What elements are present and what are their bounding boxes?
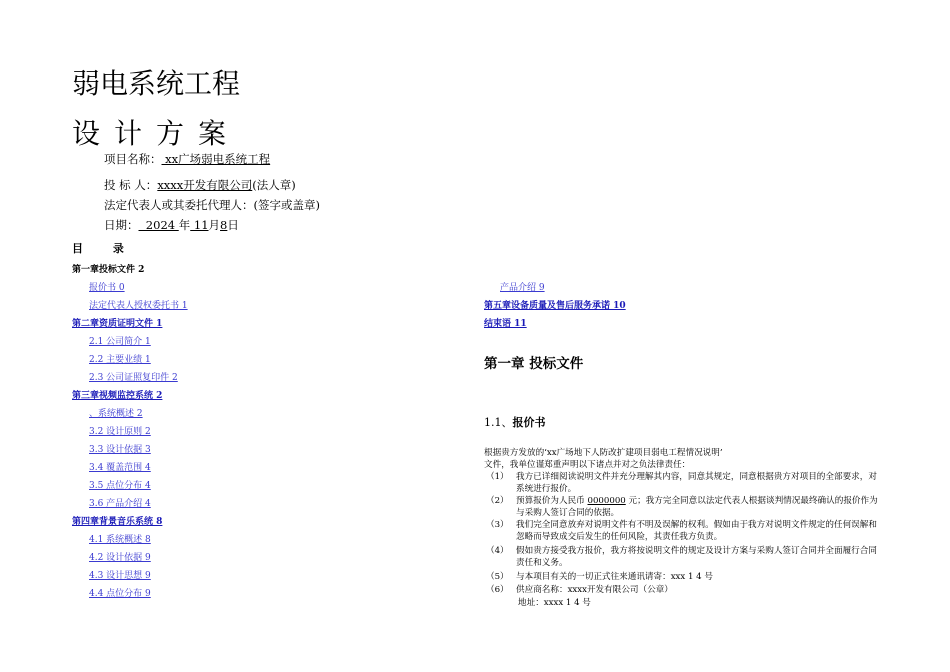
intro-line-2: 文件，我单位谨郑重声明以下诸点并对之负法律责任： bbox=[484, 460, 691, 470]
date-year-unit: 年 bbox=[178, 218, 191, 232]
bidder-suffix: (法人章) bbox=[252, 178, 296, 192]
toc-item-authorization[interactable]: 法定代表人授权委托书 1 bbox=[89, 301, 188, 311]
toc-item-3-5[interactable]: 3.5 点位分布 4 bbox=[89, 481, 151, 491]
intro-line-1: 根据贵方发放的‘xx广场地下人防改扩建项目弱电工程情况说明’ bbox=[484, 448, 723, 458]
date-day-unit: 日 bbox=[227, 218, 239, 232]
toc-item-3-1[interactable]: 、系统概述 2 bbox=[89, 409, 143, 419]
toc-item-4-4[interactable]: 4.4 点位分布 9 bbox=[89, 589, 151, 599]
item-text: 我方已详细阅读说明文件并充分理解其内容，同意其规定，同意根据贵方对项目的全部要求，对系统进行报价。 bbox=[516, 472, 877, 494]
toc-item-3-3[interactable]: 3.3 设计依据 3 bbox=[89, 445, 151, 455]
toc-item-3-4[interactable]: 3.4 覆盖范围 4 bbox=[89, 463, 151, 473]
budget-suffix: 元；我方完全同意以法定代表人根据谈判情况最终确认的报价作为与采购人签订合同的依据。 bbox=[516, 496, 878, 518]
list-item bbox=[486, 471, 882, 495]
project-name-label: 项目名称： bbox=[104, 152, 162, 166]
item-text: 我们完全同意放弃对说明文件有不明及误解的权利。假如由于我方对说明文件规定的任何误解和忽略而导致成交后发生的任何风险，其责任我方负责。 bbox=[516, 520, 877, 542]
item-number: （6） bbox=[486, 585, 509, 595]
item-number: （1） bbox=[486, 472, 509, 482]
toc-item-quotation[interactable]: 报价书 0 bbox=[89, 283, 125, 293]
project-name-field bbox=[104, 151, 270, 167]
section-number: 1.1、 bbox=[484, 416, 513, 429]
toc-item-chapter3[interactable]: 第三章视频监控系统 2 bbox=[72, 391, 163, 401]
list-item bbox=[486, 571, 882, 583]
toc-item-2-2[interactable]: 2.2 主要业绩 1 bbox=[89, 355, 151, 365]
address-line: 地址：xxxx 1 4 号 bbox=[518, 598, 591, 608]
toc-item-4-1[interactable]: 4.1 系统概述 8 bbox=[89, 535, 151, 545]
toc-item-chapter2[interactable]: 第二章资质证明文件 1 bbox=[72, 319, 163, 329]
toc-item-4-3[interactable]: 4.3 设计思想 9 bbox=[89, 571, 151, 581]
list-item bbox=[486, 584, 882, 596]
item-text: 供应商名称：xxxx开发有限公司（公章） bbox=[516, 585, 673, 595]
bidder-field bbox=[104, 177, 296, 193]
project-name-value: xx广场弱电系统工程 bbox=[161, 152, 271, 166]
toc-item-chapter5[interactable]: 第五章设备质量及售后服务承诺 10 bbox=[484, 301, 626, 311]
toc-item-3-6[interactable]: 3.6 产品介绍 4 bbox=[89, 499, 151, 509]
item-number: （4） bbox=[486, 546, 509, 556]
date-day: 8 bbox=[220, 218, 228, 232]
document-title: 弱电系统工程 bbox=[72, 67, 241, 100]
toc-item-4-2[interactable]: 4.2 设计依据 9 bbox=[89, 553, 151, 563]
toc-item-chapter4[interactable]: 第四章背景音乐系统 8 bbox=[72, 517, 163, 527]
item-number: （5） bbox=[486, 572, 509, 582]
toc-item-conclusion[interactable]: 结束语 11 bbox=[484, 319, 527, 329]
item-text bbox=[516, 495, 880, 519]
section-heading bbox=[484, 414, 546, 430]
bidder-label: 投 标 人： bbox=[104, 178, 158, 192]
toc-item-product-intro[interactable]: 产品介绍 9 bbox=[500, 283, 545, 293]
item-text: 与本项目有关的一切正式往来通讯请寄：xxx 1 4 号 bbox=[516, 572, 713, 582]
date-field bbox=[104, 217, 239, 233]
representative-field: 法定代表人或其委托代理人：(签字或盖章) bbox=[104, 198, 320, 212]
document-subtitle: 设计方案 bbox=[72, 117, 241, 150]
toc-heading: 目 录 bbox=[72, 242, 124, 255]
bidder-value: xxxx开发有限公司 bbox=[157, 178, 253, 192]
date-month-unit: 月 bbox=[208, 218, 221, 232]
list-item bbox=[486, 545, 882, 569]
item-number: （3） bbox=[486, 520, 509, 530]
toc-item-chapter1[interactable]: 第一章投标文件 2 bbox=[72, 265, 145, 275]
toc-item-2-1[interactable]: 2.1 公司简介 1 bbox=[89, 337, 151, 347]
item-text: 假如贵方接受我方报价，我方将按说明文件的规定及设计方案与采购人签订合同并全面履行合同责任和义务。 bbox=[516, 546, 877, 568]
chapter-title: 第一章 投标文件 bbox=[484, 356, 584, 372]
date-label: 日期： bbox=[104, 218, 139, 232]
budget-amount: 0000000 bbox=[587, 496, 626, 506]
date-year: 2024 bbox=[138, 218, 179, 232]
section-title: 报价书 bbox=[512, 416, 546, 429]
toc-item-3-2[interactable]: 3.2 设计原则 2 bbox=[89, 427, 151, 437]
list-item bbox=[486, 495, 882, 519]
budget-prefix: 预算报价为人民币 bbox=[516, 496, 588, 506]
date-month: 11 bbox=[190, 218, 209, 232]
item-number: （2） bbox=[486, 496, 509, 506]
list-item bbox=[486, 519, 882, 543]
toc-item-2-3[interactable]: 2.3 公司证照复印件 2 bbox=[89, 373, 178, 383]
